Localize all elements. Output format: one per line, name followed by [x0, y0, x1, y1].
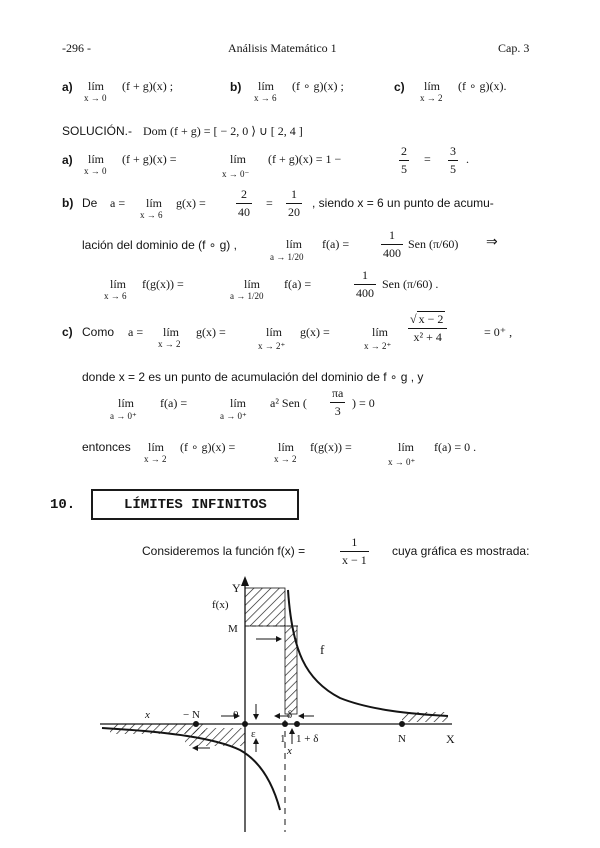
solution-b-frac4: [354, 268, 376, 301]
solution-c-sqrt-body: x − 2: [418, 312, 444, 326]
point-neg-n: [193, 721, 199, 727]
solution-b-frac3: [381, 228, 403, 261]
solution-a-frac2-num: 3: [450, 144, 456, 158]
solution-b-frac1: [236, 187, 252, 220]
solution-a-frac2-den: 5: [450, 162, 456, 176]
solution-c-lim5: lím: [230, 396, 247, 410]
solution-c-sub4: a → 0⁺: [110, 411, 137, 421]
m-label: M: [228, 623, 238, 635]
neg-n-label: − N: [183, 709, 200, 721]
solution-b-frac1-den: 40: [238, 205, 250, 219]
solution-c-frac-pia: [330, 386, 345, 419]
solution-c-expr4: f(a) =: [160, 396, 188, 410]
hyperbola-graph: [0, 570, 600, 840]
solution-c-expr7: f(g(x)) =: [310, 440, 352, 454]
solution-a-frac2: [448, 144, 458, 177]
solution-b-expr2: f(a) =: [322, 237, 350, 251]
solution-b-expr4: f(a) =: [284, 277, 312, 291]
solution-a-end: .: [466, 152, 469, 166]
solution-a-frac1-den: 5: [401, 162, 407, 176]
solution-a-frac1: [399, 144, 409, 177]
solution-a-eq: =: [424, 152, 431, 166]
exercise-b-sub: x → 6: [254, 93, 277, 103]
solution-c-expr2: g(x) =: [300, 325, 330, 339]
solution-label: SOLUCIÓN.-: [62, 124, 133, 138]
exercise-c-label: c): [394, 80, 405, 94]
running-title: Análisis Matemático 1: [228, 41, 337, 55]
solution-c-expr6: (f ∘ g)(x) =: [180, 440, 236, 454]
solution-c-como: Como: [82, 325, 115, 339]
arrow-m-right-head: [276, 636, 282, 642]
solution-c-lim8: lím: [398, 440, 415, 454]
solution-a-lim1: lím: [88, 152, 105, 166]
solution-b-frac4-den: 400: [356, 286, 374, 300]
solution-c-sqrt-num: √ x − 2: [410, 312, 444, 326]
chapter-label: Cap. 3: [498, 41, 530, 55]
exercise-b-label: b): [230, 80, 242, 94]
solution-b-text1: , siendo x = 6 un punto de acumu-: [312, 196, 494, 210]
solution-c-sub8: x → 0⁺: [388, 457, 416, 467]
f-label: f: [320, 642, 325, 657]
solution-b-frac3-num: 1: [389, 228, 395, 242]
solution-b-frac4-num: 1: [362, 268, 368, 282]
delta-label: δ: [287, 709, 293, 721]
solution-c-lim7: lím: [278, 440, 295, 454]
solution-b-sub3: x → 6: [104, 291, 127, 301]
solution-c-sub6: x → 2: [144, 454, 167, 464]
one-plus-delta-label: 1 + δ: [296, 733, 319, 745]
solution-c-sub5: a → 0⁺: [220, 411, 247, 421]
solution-b-frac1-num: 2: [241, 187, 247, 201]
solution-c-sqrt-frac: [408, 312, 447, 345]
solution-a-lim2: lím: [230, 152, 247, 166]
solution-b-lim3: lím: [110, 277, 127, 291]
exercise-a-sub: x → 0: [84, 93, 107, 103]
solution-c-lim1: lím: [163, 325, 180, 339]
section-title: LÍMITES INFINITOS: [124, 497, 267, 513]
solution-domain: Dom (f + g) = [ − 2, 0 ⟩ ∪ [ 2, 4 ]: [143, 124, 303, 138]
y-axis-arrow: [241, 576, 249, 586]
solution-b-expr1: g(x) =: [176, 196, 206, 210]
point-origin: [242, 721, 248, 727]
solution-c-label: c): [62, 325, 73, 339]
exercise-c-expr: (f ∘ g)(x).: [458, 79, 507, 93]
solution-b-lim4: lím: [244, 277, 261, 291]
solution-c-frac-pia-num: πa: [332, 386, 344, 400]
solution-b-frac2: [286, 187, 302, 220]
solution-b-frac2-num: 1: [291, 187, 297, 201]
point-one-plus-delta: [294, 721, 300, 727]
arrow-delta-right-head: [298, 713, 304, 719]
point-one: [282, 721, 288, 727]
arrow-x-up-head: [289, 728, 295, 734]
solution-c-expr5b: ) = 0: [352, 396, 375, 410]
x-below-label: x: [287, 745, 292, 757]
x-axis-label: X: [446, 732, 455, 746]
y-axis-label: Y: [232, 581, 241, 595]
solution-b-sen2: Sen (π/60) .: [382, 277, 439, 291]
solution-a-expr2: (f + g)(x) = 1 −: [268, 152, 342, 166]
arrow-down-head: [253, 714, 259, 720]
page-number: -296 -: [62, 41, 91, 55]
intro-frac-den: x − 1: [342, 553, 367, 567]
solution-b-text2: lación del dominio de (f ∘ g) ,: [82, 238, 237, 252]
section-number: 10.: [50, 497, 76, 513]
exercise-b-expr: (f ∘ g)(x) ;: [292, 79, 344, 93]
solution-c-a-eq: a =: [128, 325, 144, 339]
zero-label: 0: [233, 709, 239, 721]
solution-b-sen1: Sen (π/60): [408, 237, 459, 251]
one-label: 1: [280, 733, 286, 745]
curve-right-branch: [288, 590, 448, 716]
solution-c-sub3: x → 2⁺: [364, 341, 392, 351]
fx-label: f(x): [212, 599, 229, 611]
solution-c-lim4: lím: [118, 396, 135, 410]
solution-b-frac2-den: 20: [288, 205, 300, 219]
intro-frac: [340, 535, 369, 568]
solution-a-sub2: x → 0⁻: [222, 169, 250, 179]
n-label: N: [398, 733, 406, 745]
solution-c-expr5: a² Sen (: [270, 396, 307, 410]
point-n: [399, 721, 405, 727]
solution-c-donde: donde x = 2 es un punto de acumulación del dominio de f ∘ g , y: [82, 370, 424, 384]
solution-b-frac3-den: 400: [383, 246, 401, 260]
solution-c-entonces: entonces: [82, 440, 131, 454]
solution-b-expr3: f(g(x)) =: [142, 277, 184, 291]
solution-a-frac1-num: 2: [401, 144, 407, 158]
solution-c-result: = 0⁺ ,: [484, 325, 513, 339]
exercise-a-label: a): [62, 80, 73, 94]
solution-b-sub2: a → 1/20: [270, 252, 304, 262]
solution-c-expr1: g(x) =: [196, 325, 226, 339]
solution-c-sub2: x → 2⁺: [258, 341, 286, 351]
solution-b-eq: =: [266, 196, 273, 210]
solution-b-sub1: x → 6: [140, 210, 163, 220]
hatch-top-band: [245, 588, 285, 626]
solution-a-label: a): [62, 153, 73, 167]
solution-a-expr1: (f + g)(x) =: [122, 152, 177, 166]
solution-c-lim2: lím: [266, 325, 283, 339]
solution-c-expr8: f(a) = 0 .: [434, 440, 477, 454]
intro-text: Consideremos la función f(x) =: [142, 544, 306, 558]
solution-c-lim3: lím: [372, 325, 389, 339]
epsilon-label: ε: [251, 728, 256, 740]
solution-c-frac-pia-den: 3: [330, 402, 345, 419]
x-left-label: x: [145, 709, 150, 721]
solution-b-label: b): [62, 196, 74, 210]
solution-c-sub7: x → 2: [274, 454, 297, 464]
arrow-delta-left-head: [274, 713, 280, 719]
exercise-c-sub: x → 2: [420, 93, 443, 103]
intro-frac-num: 1: [351, 535, 358, 549]
solution-b-lim2: lím: [286, 237, 303, 251]
solution-a-sub1: x → 0: [84, 166, 107, 176]
exercise-b-lim: lím: [258, 79, 275, 93]
solution-b-a-eq: a =: [110, 196, 126, 210]
exercise-c-lim: lím: [424, 79, 441, 93]
solution-c-den: x² + 4: [408, 328, 447, 345]
solution-c-sub1: x → 2: [158, 339, 181, 349]
solution-b-lim1: lím: [146, 196, 163, 210]
exercise-a-lim: lím: [88, 79, 105, 93]
exercise-a-expr: (f + g)(x) ;: [122, 79, 174, 93]
solution-b-de: De: [82, 196, 98, 210]
implies-arrow: ⇒: [486, 235, 498, 250]
intro-text-2: cuya gráfica es mostrada:: [392, 544, 530, 558]
solution-b-sub4: a → 1/20: [230, 291, 264, 301]
solution-c-lim6: lím: [148, 440, 165, 454]
